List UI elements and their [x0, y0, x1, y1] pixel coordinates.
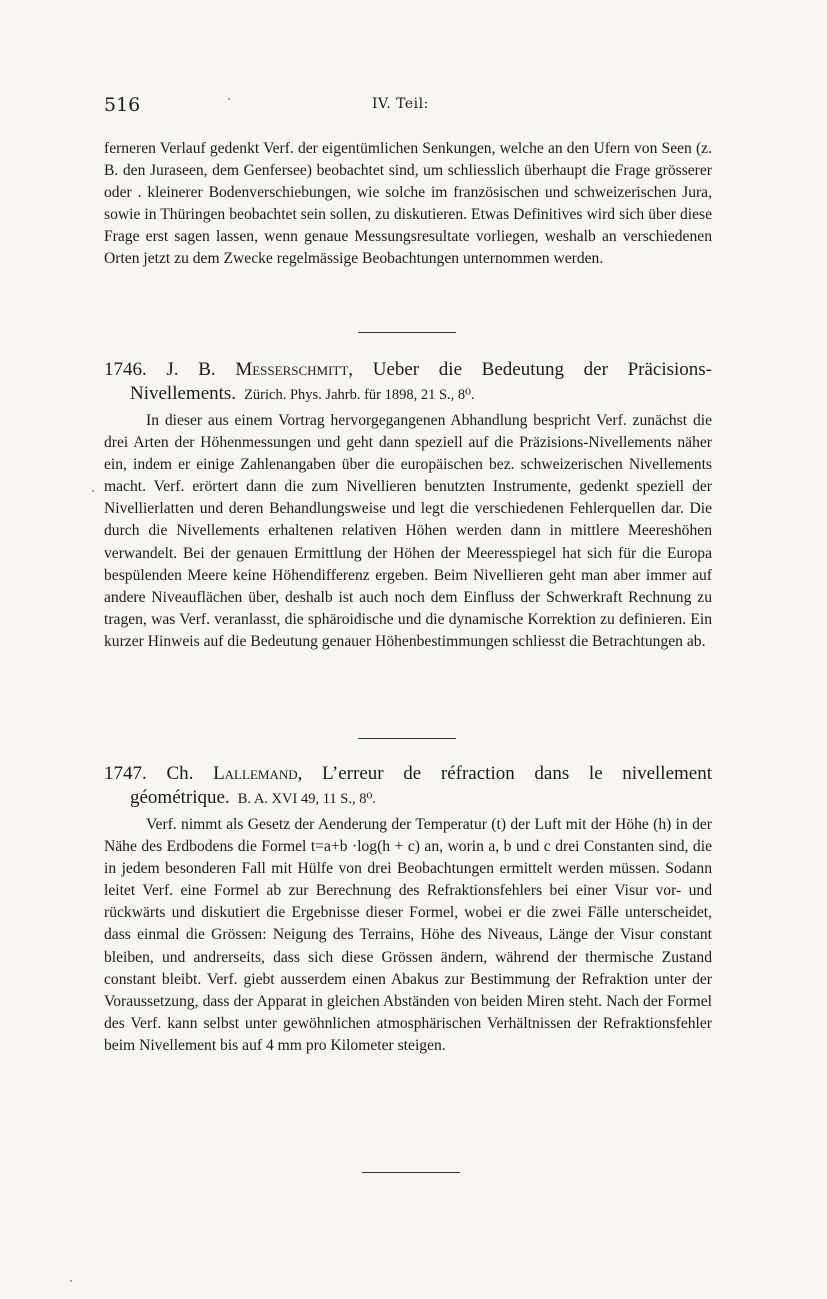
page-number: 516: [104, 94, 141, 116]
author-initials: J. B.: [166, 359, 216, 380]
section-divider: [358, 332, 456, 333]
entry-1747-heading: [104, 762, 712, 811]
opening-paragraph: ferneren Verlauf gedenkt Verf. der eigentümlichen Senkungen, welche an den Ufern von Seen (z. B. den Juraseen, dem Genfersee) beobachtet sind, um schliesslich überhaupt die Frage grösserer oder . kleinerer Bodenverschiebungen, wie solche im französischen und schweizerischen Jura, sowie in Thüringen beobachtet sein sollen, zu diskutieren. Etwas Definitives wird sich über diese Frage erst sagen lassen, wenn genaue Messungsresultate vorliegen, weshalb an verschiedenen Orten jetzt zu dem Zwecke regelmässige Beobachtungen unternommen werden.: [104, 140, 712, 268]
entry-1746-body: In dieser aus einem Vortrag hervorgegangenen Abhandlung bespricht Verf. zunächst die drei Arten der Höhenmessungen und geht dann speziell auf die Präzisions-Nivellements näher ein, indem er einige Zahlenangaben über die europäischen bez. schweizerischen Nivellements macht. Verf. erörtert dann die zum Nivellieren benutzten Instrumente, gedenkt speziell der Nivellierlatten und deren Behandlungsweise und legt die verschiedenen Fehlerquellen dar. Die durch die Nivellements erhaltenen relativen Höhen werden dann in mittlere Meereshöhen verwandelt. Bei der genauen Ermittlung der Höhen der Meeresspiegel hat sich für die Europa bespülenden Meere keine Höhendifferenz ergeben. Beim Nivellieren geht man aber immer auf andere Niveauflächen über, deshalb ist auch noch dem Einfluss der Schwerkraft Rechnung zu tragen, was Verf. veranlasst, die sphäroidische und die dynamische Korrektion zu definieren. Ein kurzer Hinweis auf die Bedeutung genauer Höhenbestimmungen schliesst die Betrachtungen ab.: [104, 412, 712, 650]
entry-1746-heading: [104, 358, 712, 407]
entry-title: L’erreur de réfraction dans le nivellement: [322, 763, 713, 784]
author-initials: Ch.: [166, 763, 194, 784]
section-divider: [358, 738, 456, 739]
running-head: IV. Teil:: [372, 96, 429, 112]
page-header: [104, 94, 714, 118]
section-divider: [362, 1172, 460, 1173]
print-speck: [70, 1280, 72, 1282]
entry-title: Ueber die Bedeutung der Präcisions-: [372, 359, 713, 380]
entry-title-continued: Nivellements.: [130, 383, 237, 404]
entry-1747-body: Verf. nimmt als Gesetz der Aenderung der Temperatur (t) der Luft mit der Höhe (h) in der Nähe des Erdbodens die Formel t=a+b ·log(h + c) an, worin a, b und c drei Constanten sind, die in jedem besonderen Fall mit Hülfe von drei Beobachtungen ermittelt werden müssen. Sodann leitet Verf. eine Formel ab zur Berechnung des Refraktionsfehlers bei einer Visur vor- und rückwärts und diskutiert die Ergebnisse dieser Formel, wobei er die zwei Fälle unterscheidet, dass einmal die Grössen: Neigung des Terrains, Höhe des Niveaus, Länge der Visur constant bleiben, und andrerseits, dass sich diese Grössen ändern, während der thermische Zustand constant bleibt. Verf. giebt ausserdem einen Abakus zur Bestimmung der Refraktion unter der Voraussetzung, dass der Apparat in gleichen Abständen von beiden Miren steht. Nach der Formel des Verf. kann selbst unter gewöhnlichen atmosphärischen Verhältnissen der Refraktionsfehler beim Nivellement bis auf 4 mm pro Kilometer steigen.: [104, 816, 712, 1054]
print-speck: [92, 490, 94, 492]
entry-source: B. A. XVI 49, 11 S., 8⁰.: [237, 791, 376, 807]
entry-source: Zürich. Phys. Jahrb. für 1898, 21 S., 8⁰.: [244, 387, 475, 403]
entry-number: 1747.: [104, 763, 147, 784]
author-name: Lallemand,: [213, 763, 303, 784]
entry-title-continued: géométrique.: [130, 787, 230, 808]
entry-number: 1746.: [104, 359, 147, 380]
author-name: Messerschmitt,: [235, 359, 354, 380]
print-speck: [228, 98, 230, 100]
